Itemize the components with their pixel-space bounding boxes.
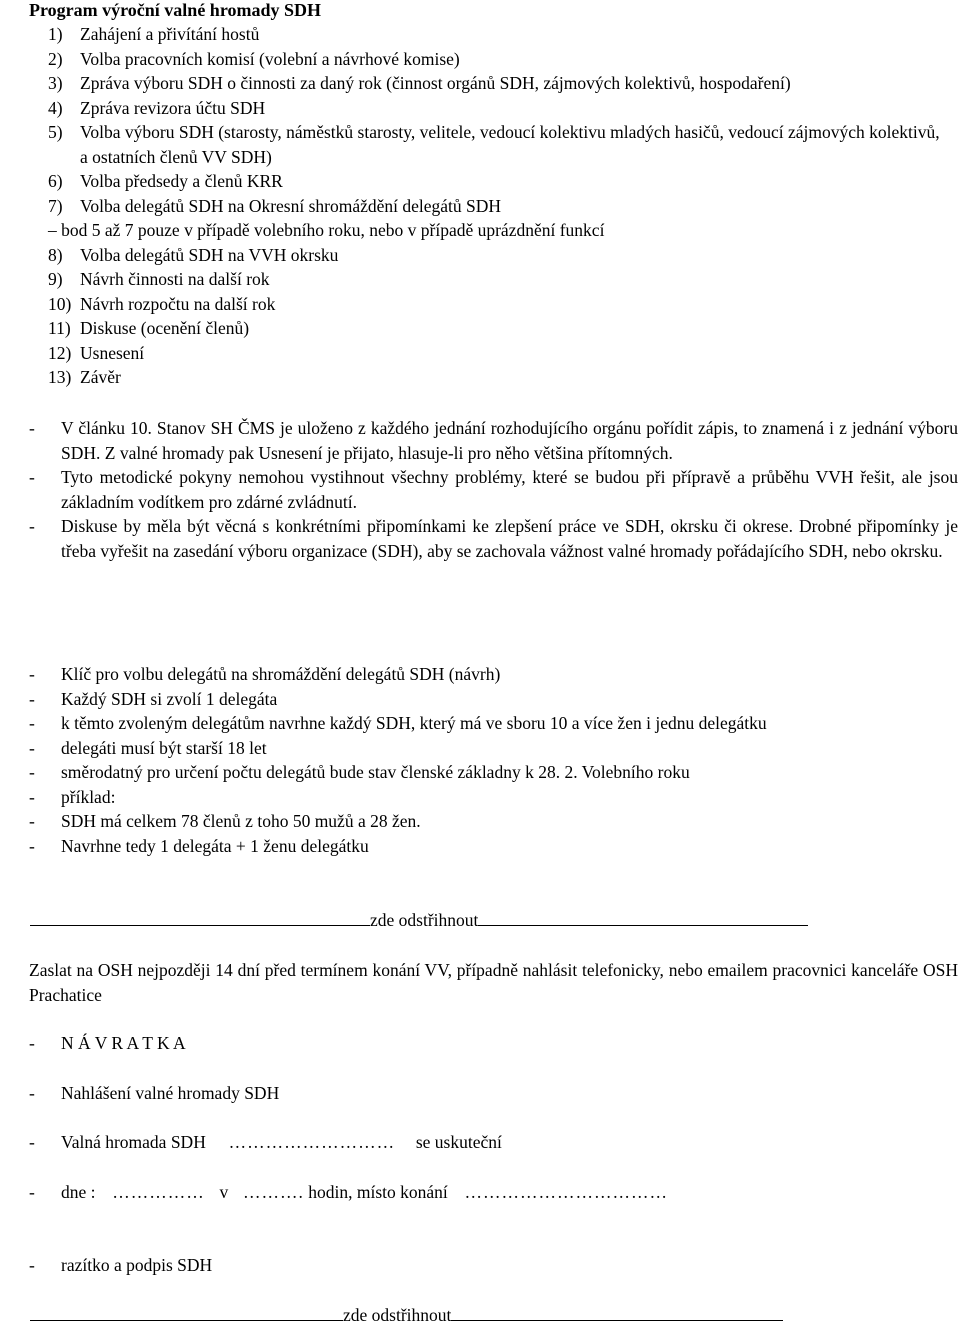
delegate-key-list: [29, 662, 958, 858]
cut-label: zde odstřihnout: [370, 910, 479, 930]
valna-dots: ………………………: [228, 1132, 396, 1152]
list-dash: -: [29, 762, 35, 782]
key-text: k těmto zvoleným delegátům navrhne každý SDH, který má ve sboru 10 a více žen i jednu delegátku: [61, 713, 767, 733]
key-text: SDH má celkem 78 členů z toho 50 mužů a 28 žen.: [61, 811, 421, 831]
agenda-number: 13): [48, 367, 72, 387]
agenda-text: Volba výboru SDH (starosty, náměstků starosty, velitele, vedoucí kolektivu mladých hasičů, vedoucí zájmových kolektivů, a ostatních členů VV SDH): [80, 122, 940, 167]
agenda-number: 8): [48, 244, 63, 265]
agenda-text: Zpráva revizora účtu SDH: [80, 97, 266, 118]
note-item: [29, 416, 958, 465]
note-text: Diskuse by měla být věcná s konkrétními připomínkami ke zlepšení práce ve SDH, okrsku či okrese. Drobné připomínky je třeba vyřešit na zasedání výboru organizace (SDH), aby se zachovala vážnost valné hromady pořádajícího SDH, nebo okrsku.: [61, 516, 958, 561]
agenda-item: [48, 22, 948, 47]
key-text: Navrhne tedy 1 delegáta + 1 ženu delegátku: [61, 835, 369, 856]
cut-line-right: [478, 924, 808, 926]
agenda-item: [48, 47, 948, 72]
program-title: Program výroční valné hromady SDH: [29, 0, 321, 20]
cut-line-top: [30, 908, 808, 933]
agenda-number: 1): [48, 24, 63, 44]
key-text: Klíč pro volbu delegátů na shromáždění delegátů SDH (návrh): [61, 664, 501, 684]
agenda-text: Volba předsedy a členů KRR: [80, 171, 283, 191]
key-text: příklad:: [61, 786, 116, 807]
agenda-number: 5): [48, 122, 63, 142]
cut-line-left: [30, 924, 370, 926]
valna-suffix: se uskuteční: [415, 1132, 502, 1152]
agenda-text: Usnesení: [80, 342, 145, 363]
agenda-number: 12): [48, 342, 72, 363]
agenda-text: Zahájení a přivítání hostů: [80, 24, 260, 44]
agenda-item: [48, 120, 948, 169]
agenda-number: 6): [48, 171, 63, 191]
key-text: směrodatný pro určení počtu delegátů bude stav členské základny k 28. 2. Volebního roku: [61, 762, 690, 782]
agenda-list: [48, 22, 948, 390]
return-form-report: [29, 1081, 958, 1106]
form-date-row: [29, 1180, 958, 1205]
agenda-text: Návrh rozpočtu na další rok: [80, 293, 276, 314]
list-dash: -: [29, 664, 35, 684]
return-form-date: [29, 1180, 958, 1205]
dne-label: dne :: [61, 1182, 96, 1202]
agenda-number: 4): [48, 97, 63, 118]
hodin-label: hodin, místo konání: [308, 1182, 448, 1202]
return-form: [29, 1031, 958, 1056]
note-item: [29, 465, 958, 514]
list-dash: -: [29, 713, 35, 733]
agenda-item: [48, 316, 948, 341]
key-item: [29, 736, 958, 761]
return-form-valna: [29, 1130, 958, 1155]
form-valna-row: [29, 1130, 958, 1155]
agenda-item: [48, 96, 948, 121]
key-item: [29, 785, 958, 810]
notes-list: [29, 416, 958, 563]
agenda-text: Návrh činnosti na další rok: [80, 269, 270, 289]
agenda-note-text: – bod 5 až 7 pouze v případě volebního roku, nebo v případě uprázdnění funkcí: [48, 220, 605, 240]
form-stamp-row: [29, 1253, 958, 1278]
key-item: [29, 662, 958, 687]
agenda-number: 11): [48, 318, 71, 338]
agenda-text: Volba delegátů SDH na Okresní shromáždění delegátů SDH: [80, 195, 502, 216]
agenda-item: [48, 292, 948, 317]
valna-label: Valná hromada SDH: [61, 1132, 206, 1152]
list-dash: -: [29, 1132, 35, 1152]
agenda-item: [48, 243, 948, 268]
nahlaseni-text: Nahlášení valné hromady SDH: [61, 1083, 280, 1103]
key-item: [29, 834, 958, 859]
agenda-number: 3): [48, 73, 63, 93]
agenda-number: 9): [48, 269, 63, 289]
list-dash: -: [29, 1083, 35, 1103]
agenda-item: [48, 71, 948, 96]
valna-line: [61, 1130, 958, 1155]
v-label: v: [219, 1182, 229, 1202]
note-text: V článku 10. Stanov SH ČMS je uloženo z každého jednání rozhodujícího orgánu pořídit zápis, to znamená i z jednání výboru SDH. Z valné hromady pak Usnesení je přijato, hlasuje-li pro něho většina přítomných.: [61, 418, 958, 463]
list-dash: -: [29, 1033, 35, 1053]
agenda-item: [48, 267, 948, 292]
list-dash: -: [29, 835, 35, 856]
list-dash: -: [29, 688, 35, 709]
agenda-item: [48, 169, 948, 194]
key-item: [29, 687, 958, 712]
navratka-heading: N Á V R A T K A: [61, 1033, 186, 1053]
agenda-note: [48, 218, 948, 243]
list-dash: -: [29, 467, 35, 487]
key-item: [29, 809, 958, 834]
cut-line-left: [30, 1319, 343, 1321]
cut-line-right: [451, 1319, 783, 1321]
agenda-text: Zpráva výboru SDH o činnosti za daný rok (činnost orgánů SDH, zájmových kolektivů, hospodaření): [80, 73, 791, 93]
form-nahlaseni: [29, 1081, 958, 1106]
list-dash: -: [29, 418, 35, 438]
agenda-text: Volba pracovních komisí (volební a návrhové komise): [80, 48, 460, 69]
date-line: [61, 1180, 958, 1205]
v-dots: ……….: [243, 1182, 304, 1202]
key-item: [29, 711, 958, 736]
agenda-item: [48, 365, 948, 390]
agenda-item: [48, 194, 948, 219]
razitko-text: razítko a podpis SDH: [61, 1255, 213, 1275]
agenda-number: 7): [48, 195, 63, 216]
key-text: Každý SDH si zvolí 1 delegáta: [61, 688, 278, 709]
misto-dots: ……………………………: [464, 1182, 669, 1202]
note-text: Tyto metodické pokyny nemohou vystihnout všechny problémy, které se budou při přípravě a průběhu VVH řešit, ale jsou základním vodítkem pro zdárné zvládnutí.: [61, 467, 958, 512]
agenda-number: 2): [48, 48, 63, 69]
list-dash: -: [29, 786, 35, 807]
list-dash: -: [29, 1182, 35, 1202]
agenda-text: Diskuse (ocenění členů): [80, 318, 250, 338]
list-dash: -: [29, 737, 35, 758]
key-item: [29, 760, 958, 785]
dne-dots: ……………: [112, 1182, 205, 1202]
list-dash: -: [29, 811, 35, 831]
agenda-text: Volba delegátů SDH na VVH okrsku: [80, 244, 339, 265]
return-form-stamp: [29, 1253, 958, 1278]
cut-line-bottom: [30, 1303, 783, 1328]
form-navratka: [29, 1031, 958, 1056]
send-instructions: Zaslat na OSH nejpozději 14 dní před termínem konání VV, případně nahlásit telefonicky, nebo emailem pracovnici kanceláře OSH Prachatice: [29, 960, 958, 1005]
agenda-item: [48, 341, 948, 366]
agenda-text: Závěr: [80, 367, 121, 387]
list-dash: -: [29, 1255, 35, 1275]
agenda-number: 10): [48, 293, 72, 314]
list-dash: -: [29, 516, 35, 536]
note-item: [29, 514, 958, 563]
key-text: delegáti musí být starší 18 let: [61, 737, 267, 758]
cut-label: zde odstřihnout: [343, 1305, 452, 1325]
